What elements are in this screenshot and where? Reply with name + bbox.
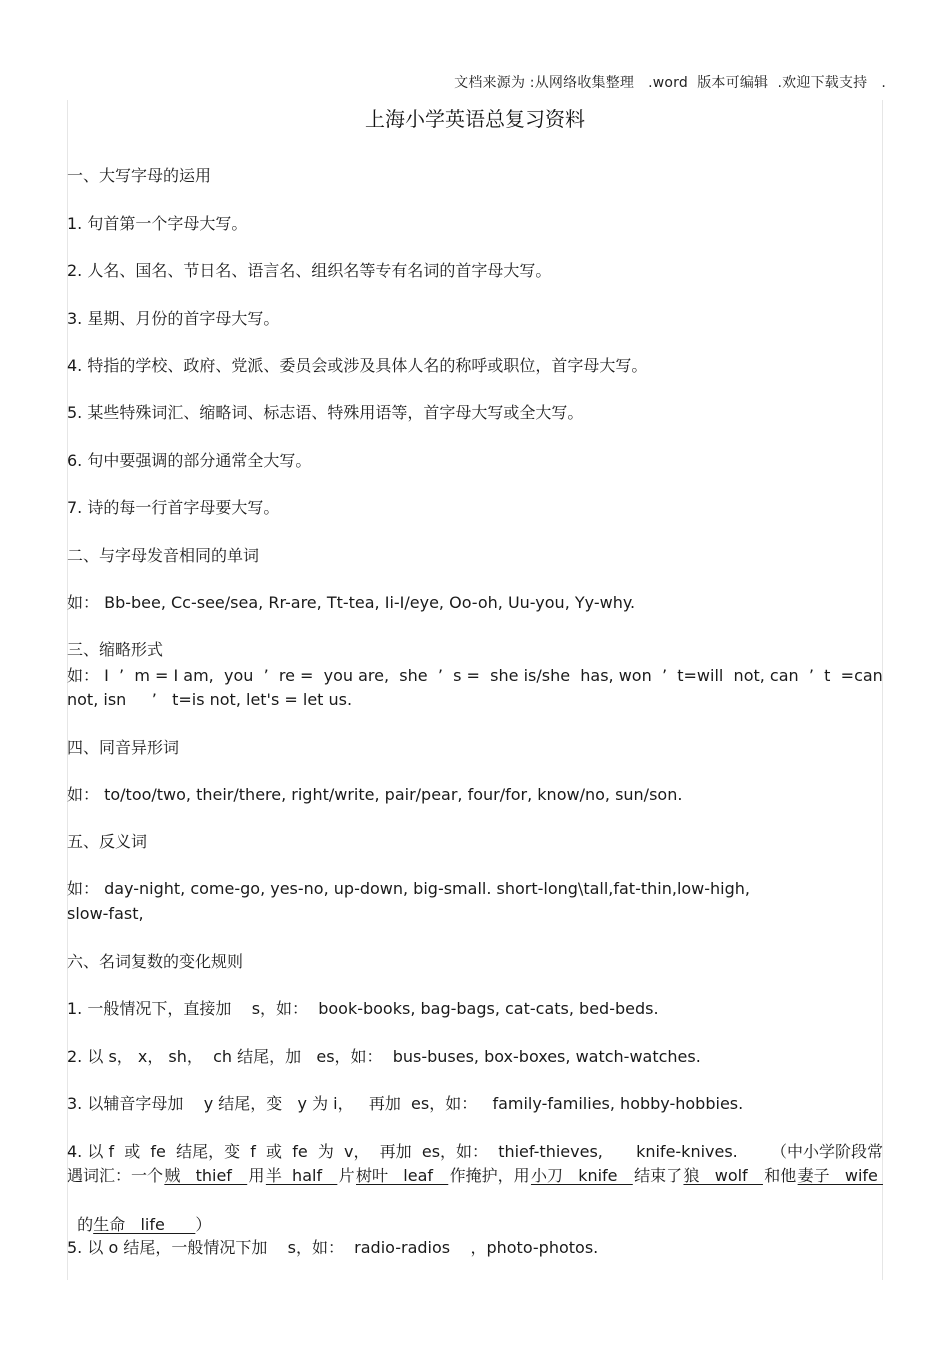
mnemonic-underlined: 生命 life xyxy=(93,1215,196,1234)
section-heading-capitalization: 一、大写字母的运用 xyxy=(67,166,212,185)
contraction-text: ’ xyxy=(263,666,269,685)
plural-rule-1: 1. 一般情况下，直接加 s，如： book-books, bag-bags, cat-cats, bed-beds. xyxy=(67,999,659,1018)
list-item: 6. 句中要强调的部分通常全大写。 xyxy=(67,451,312,470)
mnemonic-text: 作掩护，用 xyxy=(449,1166,530,1185)
example-antonyms-line2: slow-fast, xyxy=(67,904,144,923)
list-item: 5. 某些特殊词汇、缩略词、标志语、特殊用语等，首字母大写或全大写。 xyxy=(67,403,584,422)
mnemonic-underlined: 狼 wolf xyxy=(683,1166,763,1185)
mnemonic-underlined: 小刀 knife xyxy=(530,1166,633,1185)
plural-rule-3: 3. 以辅音字母加 y 结尾，变 y 为 i， 再加 es，如： family-families, hobby-hobbies. xyxy=(67,1094,744,1113)
section-heading-antonyms: 五、反义词 xyxy=(67,832,148,851)
contraction-text: ’ xyxy=(661,666,668,685)
contraction-text: she is/she xyxy=(490,666,571,685)
section-heading-contractions: 三、缩略形式 xyxy=(67,640,164,659)
contraction-text: has, won xyxy=(580,666,652,685)
section-heading-letter-words: 二、与字母发音相同的单词 xyxy=(67,546,260,565)
example-letter-words: 如： Bb-bee, Cc-see/sea, Rr-are, Tt-tea, Ii-I/eye, Oo-oh, Uu-you, Yy-why. xyxy=(67,593,636,612)
example-contractions-line1 xyxy=(67,664,883,688)
mnemonic-underlined: 半 half xyxy=(265,1166,338,1185)
mnemonic-text: ） xyxy=(195,1215,212,1234)
plural-rule-4-text: knife-knives. xyxy=(636,1142,738,1161)
mnemonic-underlined: 贼 thief xyxy=(164,1166,248,1185)
contraction-text: ’ xyxy=(437,666,443,685)
contraction-text: ’ xyxy=(119,666,125,685)
list-item: 2. 人名、国名、节日名、语言名、组织名等专有名词的首字母大写。 xyxy=(67,261,552,280)
example-homophones: 如： to/too/two, their/there, right/write, pair/pear, four/for, know/no, sun/son. xyxy=(67,785,683,804)
contraction-text: s = xyxy=(453,666,480,685)
mnemonic-underlined: 妻子 wife xyxy=(797,1166,883,1185)
page-border-right xyxy=(882,100,883,1280)
contraction-text: t=will xyxy=(677,666,724,685)
contraction-text: m = I am, xyxy=(134,666,214,685)
plural-rule-2: 2. 以 s， x， sh， ch 结尾，加 es，如： bus-buses, box-boxes, watch-watches. xyxy=(67,1047,701,1066)
document-title: 上海小学英语总复习资料 xyxy=(365,107,585,131)
list-item: 7. 诗的每一行首字母要大写。 xyxy=(67,498,280,517)
plural-rule-4-line1 xyxy=(67,1140,883,1164)
mnemonic-text: 和他 xyxy=(764,1166,797,1185)
contraction-text: re = xyxy=(278,666,314,685)
section-heading-plurals: 六、名词复数的变化规则 xyxy=(67,952,244,971)
contraction-text: 如： I xyxy=(67,666,109,685)
mnemonic-underlined: 树叶 leaf xyxy=(356,1166,449,1185)
plural-rule-4-line2 xyxy=(67,1164,883,1188)
list-item: 3. 星期、月份的首字母大写。 xyxy=(67,309,280,328)
list-item: 4. 特指的学校、政府、党派、委员会或涉及具体人名的称呼或职位，首字母大写。 xyxy=(67,356,648,375)
contraction-text: you xyxy=(223,666,254,685)
section-heading-homophones: 四、同音异形词 xyxy=(67,738,180,757)
mnemonic-text: 用 xyxy=(248,1166,265,1185)
mnemonic-text: 的 xyxy=(77,1215,94,1234)
list-item: 1. 句首第一个字母大写。 xyxy=(67,214,248,233)
contraction-text: ’ xyxy=(808,666,814,685)
mnemonic-text: 结束了 xyxy=(634,1166,683,1185)
contraction-text: =can xyxy=(840,666,883,685)
mnemonic-text: 遇词汇：一个 xyxy=(67,1166,164,1185)
plural-rule-4-line3 xyxy=(67,1189,211,1237)
contraction-text: t xyxy=(824,666,831,685)
example-contractions-line2: not, isn ’ t=is not, let's = let us. xyxy=(67,690,353,709)
plural-rule-5: 5. 以 o 结尾，一般情况下加 s，如： radio-radios ，photo-photos. xyxy=(67,1238,599,1257)
contraction-text: not, can xyxy=(733,666,799,685)
contraction-text: she xyxy=(399,666,428,685)
example-antonyms-line1: 如： day-night, come-go, yes-no, up-down, big-small. short-long\tall,fat-thin,low-high, xyxy=(67,879,751,898)
plural-rule-4-text: 4. 以 f 或 fe 结尾，变 f 或 fe 为 v， 再加 es，如： thief-thieves, xyxy=(67,1142,603,1161)
plural-rule-4-text: （中小学阶段常 xyxy=(770,1142,883,1161)
document-source-note: 文档来源为 :从网络收集整理 .word 版本可编辑 .欢迎下载支持 . xyxy=(454,75,886,91)
mnemonic-text: 片 xyxy=(338,1166,355,1185)
contraction-text: you are, xyxy=(323,666,390,685)
